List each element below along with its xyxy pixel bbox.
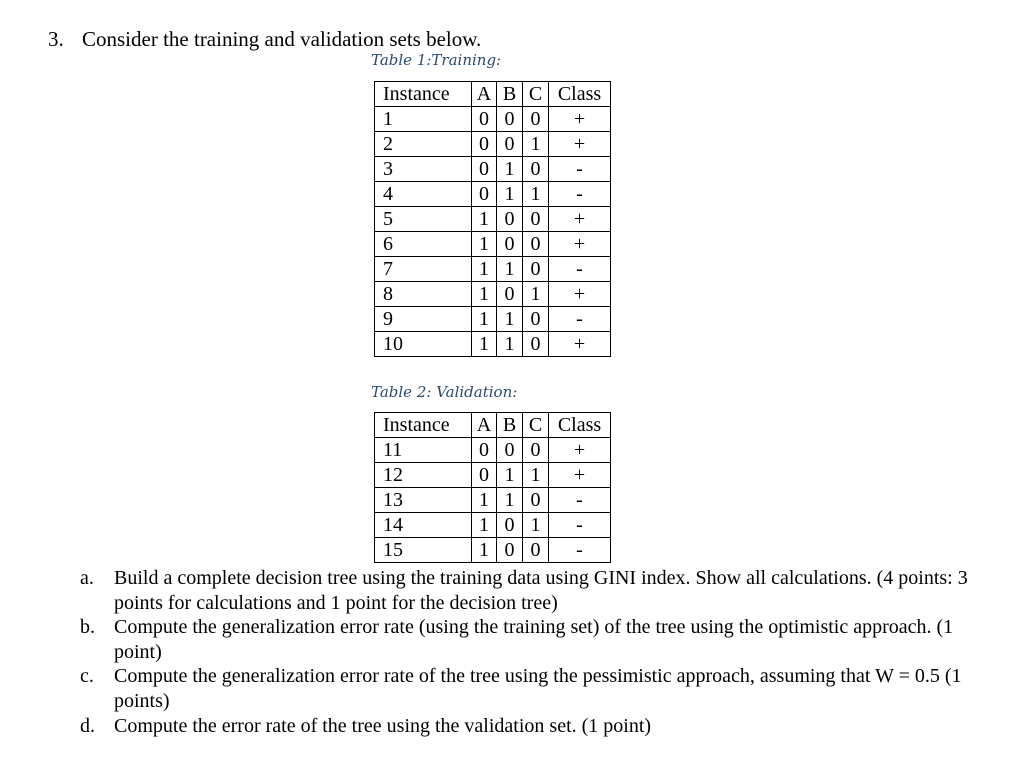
cell-c: 0 — [523, 107, 549, 132]
cell-a: 0 — [472, 157, 497, 182]
cell-c: 1 — [523, 182, 549, 207]
part-text: Compute the generalization error rate of the tree using the pessimistic approach, assuming that W = 0.5 (1 points) — [114, 665, 962, 712]
cell-instance: 4 — [375, 182, 472, 207]
table-row — [375, 157, 611, 182]
cell-c: 1 — [523, 463, 549, 488]
cell-b: 0 — [497, 232, 523, 257]
cell-a: 0 — [472, 438, 497, 463]
cell-class: + — [549, 132, 611, 157]
table-row — [375, 207, 611, 232]
part-a — [78, 566, 992, 615]
part-c — [78, 664, 992, 713]
cell-class: - — [549, 157, 611, 182]
table-row — [375, 257, 611, 282]
question-number: 3. — [48, 27, 64, 51]
cell-class: + — [549, 332, 611, 357]
cell-b: 1 — [497, 182, 523, 207]
cell-instance: 13 — [375, 488, 472, 513]
part-letter: b. — [80, 616, 95, 639]
cell-b: 1 — [497, 332, 523, 357]
part-text: Compute the error rate of the tree using the validation set. (1 point) — [114, 714, 652, 737]
cell-a: 1 — [472, 307, 497, 332]
training-header-row — [375, 82, 611, 107]
cell-instance: 7 — [375, 257, 472, 282]
part-letter: a. — [80, 567, 94, 589]
table-row — [375, 282, 611, 307]
table-row — [375, 182, 611, 207]
cell-class: + — [549, 207, 611, 232]
cell-a: 0 — [472, 182, 497, 207]
part-text: Compute the generalization error rate (using the training set) of the tree using the optimistic approach. (1 point) — [114, 616, 954, 663]
header-c: C — [523, 82, 549, 107]
cell-instance: 6 — [375, 232, 472, 257]
table-row — [375, 132, 611, 157]
cell-c: 1 — [523, 132, 549, 157]
validation-header-row — [375, 413, 611, 438]
training-table — [374, 81, 611, 357]
header-class: Class — [549, 413, 611, 438]
cell-a: 1 — [472, 538, 497, 563]
cell-c: 0 — [523, 332, 549, 357]
training-table-caption: Table 1:Training: — [371, 51, 502, 69]
cell-instance: 11 — [375, 438, 472, 463]
cell-b: 0 — [497, 513, 523, 538]
cell-class: + — [549, 107, 611, 132]
cell-class: + — [549, 463, 611, 488]
cell-b: 0 — [497, 282, 523, 307]
cell-instance: 1 — [375, 107, 472, 132]
validation-table-caption: Table 2: Validation: — [371, 383, 518, 401]
part-b — [78, 615, 992, 664]
header-b: B — [497, 413, 523, 438]
cell-instance: 3 — [375, 157, 472, 182]
table-row — [375, 332, 611, 357]
cell-b: 1 — [497, 463, 523, 488]
cell-a: 0 — [472, 463, 497, 488]
cell-a: 1 — [472, 282, 497, 307]
cell-a: 1 — [472, 488, 497, 513]
cell-b: 1 — [497, 488, 523, 513]
cell-a: 1 — [472, 207, 497, 232]
part-text: Build a complete decision tree using the training data using GINI index. Show all calculations. (4 points: 3 points for calculations and 1 point for the decision tree) — [114, 567, 968, 614]
cell-class: - — [549, 182, 611, 207]
cell-class: - — [549, 488, 611, 513]
cell-c: 0 — [523, 488, 549, 513]
header-c: C — [523, 413, 549, 438]
table-row — [375, 513, 611, 538]
cell-b: 0 — [497, 538, 523, 563]
header-instance: Instance — [375, 82, 472, 107]
part-d — [78, 714, 992, 739]
table-row — [375, 488, 611, 513]
cell-class: - — [549, 513, 611, 538]
cell-a: 1 — [472, 232, 497, 257]
question-text: Consider the training and validation sets below. — [82, 27, 482, 51]
cell-class: - — [549, 307, 611, 332]
cell-b: 1 — [497, 307, 523, 332]
cell-instance: 10 — [375, 332, 472, 357]
cell-c: 0 — [523, 307, 549, 332]
header-a: A — [472, 82, 497, 107]
table-row — [375, 438, 611, 463]
cell-a: 1 — [472, 513, 497, 538]
cell-instance: 8 — [375, 282, 472, 307]
cell-instance: 14 — [375, 513, 472, 538]
cell-instance: 2 — [375, 132, 472, 157]
cell-c: 0 — [523, 207, 549, 232]
cell-b: 0 — [497, 107, 523, 132]
cell-instance: 9 — [375, 307, 472, 332]
table-row — [375, 463, 611, 488]
cell-b: 1 — [497, 257, 523, 282]
cell-a: 0 — [472, 132, 497, 157]
cell-c: 1 — [523, 513, 549, 538]
cell-a: 1 — [472, 332, 497, 357]
table-row — [375, 538, 611, 563]
cell-b: 0 — [497, 207, 523, 232]
cell-class: - — [549, 538, 611, 563]
cell-c: 0 — [523, 257, 549, 282]
table-row — [375, 232, 611, 257]
cell-instance: 12 — [375, 463, 472, 488]
table-row — [375, 107, 611, 132]
cell-a: 0 — [472, 107, 497, 132]
cell-class: + — [549, 438, 611, 463]
cell-b: 1 — [497, 157, 523, 182]
cell-instance: 15 — [375, 538, 472, 563]
cell-a: 1 — [472, 257, 497, 282]
header-b: B — [497, 82, 523, 107]
cell-c: 1 — [523, 282, 549, 307]
header-a: A — [472, 413, 497, 438]
cell-c: 0 — [523, 438, 549, 463]
header-instance: Instance — [375, 413, 472, 438]
cell-c: 0 — [523, 157, 549, 182]
cell-c: 0 — [523, 538, 549, 563]
cell-instance: 5 — [375, 207, 472, 232]
cell-class: + — [549, 232, 611, 257]
cell-class: + — [549, 282, 611, 307]
part-letter: c. — [80, 665, 94, 688]
validation-table — [374, 412, 611, 563]
cell-b: 0 — [497, 438, 523, 463]
table-row — [375, 307, 611, 332]
header-class: Class — [549, 82, 611, 107]
cell-class: - — [549, 257, 611, 282]
part-letter: d. — [80, 714, 95, 737]
question-parts-list — [78, 566, 992, 738]
cell-b: 0 — [497, 132, 523, 157]
cell-c: 0 — [523, 232, 549, 257]
